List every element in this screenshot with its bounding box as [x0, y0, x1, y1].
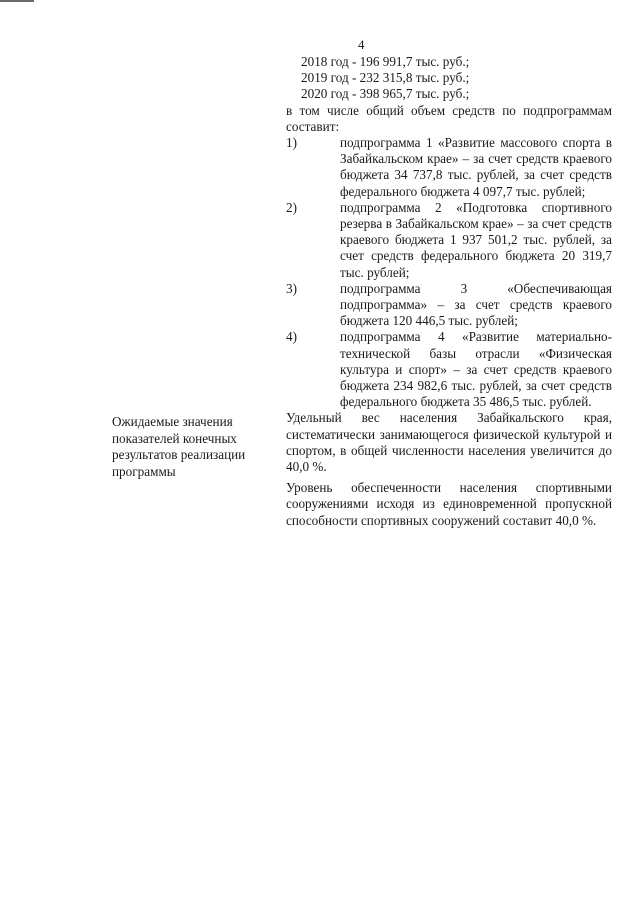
funding-year-2019: 2019 год - 232 315,8 тыс. руб.;: [301, 70, 470, 86]
page-number: 4: [358, 37, 365, 52]
subprograms-intro: в том числе общий объем средств по подпрограммам составит:: [286, 102, 612, 134]
subprogram-text: подпрограмма 4 «Развитие материально-технической базы отрасли «Физическая культура и спорт» – за счет средств краевого бюджета 234 982,6 тыс. рублей, за счет средств федерального бюджета 35 486,5 тыс. рублей.: [340, 329, 612, 410]
subprogram-number: 3): [286, 280, 297, 296]
subprogram-text: подпрограмма 3 «Обеспечивающая подпрограмма» – за счет средств краевого бюджета 120 446,5 тыс. рублей;: [340, 280, 612, 329]
subprogram-item-3: [286, 281, 612, 330]
funding-year-2018: 2018 год - 196 991,7 тыс. руб.;: [301, 54, 470, 69]
subprogram-item-4: [286, 329, 612, 410]
expected-result-1: Удельный вес населения Забайкальского края, систематически занимающегося физической культурой и спортом, в общей численности населения увеличится до 40,0 %.: [286, 410, 612, 475]
subprogram-text: подпрограмма 2 «Подготовка спортивного резерва в Забайкальском крае» – за счет средств краевого бюджета 1 937 501,2 тыс. рублей, за счет средств федерального бюджета 20 319,7 тыс. рублей;: [340, 199, 612, 280]
corner-mark: [0, 0, 34, 2]
funding-year-2020: 2020 год - 398 965,7 тыс. руб.;: [301, 86, 470, 102]
subprogram-text: подпрограмма 1 «Развитие массового спорта в Забайкальском крае» – за счет средств краевого бюджета 34 737,8 тыс. рублей, за счет средств федерального бюджета 4 097,7 тыс. рублей;: [340, 135, 612, 199]
program-details-column: [286, 54, 612, 529]
subprogram-number: 2): [286, 199, 297, 215]
expected-results-label: Ожидаемые значения показателей конечных результатов реализации программы: [112, 414, 246, 479]
subprogram-number: 4): [286, 329, 297, 345]
expected-result-2: Уровень обеспеченности населения спортивными сооружениями исходя из единовременной пропускной способности спортивных сооружений составит 40,0 %.: [286, 480, 612, 528]
subprogram-item-2: [286, 200, 612, 281]
subprogram-item-1: [286, 135, 612, 200]
subprogram-number: 1): [286, 135, 297, 151]
